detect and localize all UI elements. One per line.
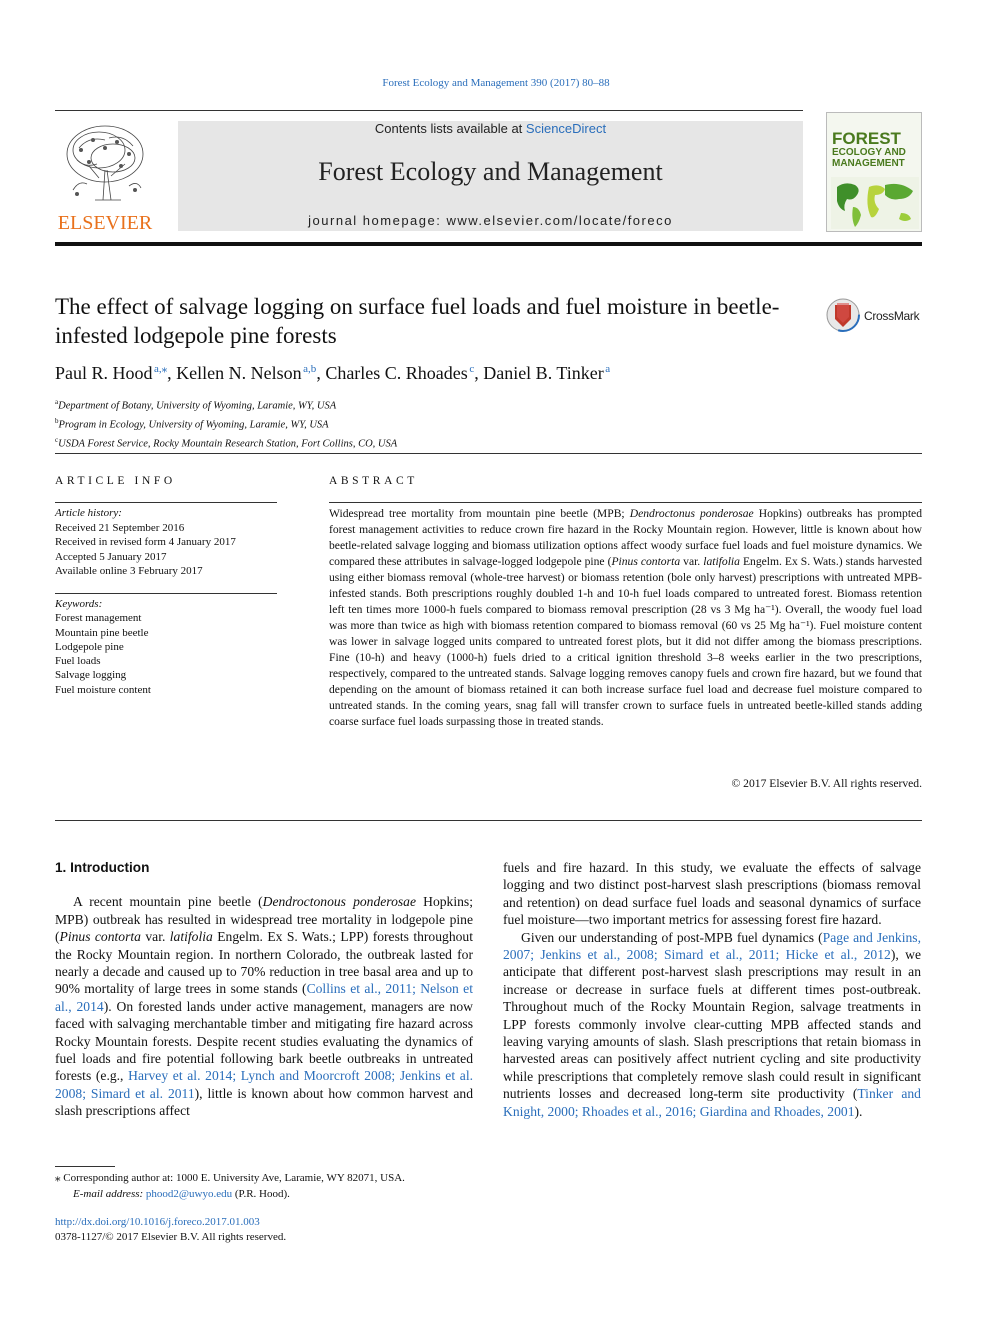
keyword-item: Lodgepole pine bbox=[55, 640, 124, 653]
affiliation-item: $^b$Program in Ecology, University of Wyoming, Laramie, WY, USA bbox=[55, 417, 329, 431]
author-name[interactable]: Daniel B. Tinker bbox=[483, 363, 604, 383]
section-heading: 1. Introduction bbox=[55, 860, 150, 875]
journal-cover[interactable] bbox=[826, 112, 922, 232]
body-column-right bbox=[503, 859, 921, 1120]
header-rule bbox=[55, 242, 922, 246]
email-line: E-mail address: phood2@uwyo.edu (P.R. Hood). bbox=[73, 1188, 290, 1200]
citation-link[interactable]: Tinker and Knight, 2000; Rhoades et al., 2016; Giardina and Rhoades, 2001 bbox=[503, 1086, 921, 1119]
journal-citation[interactable]: Forest Ecology and Management 390 (2017) 80–88 bbox=[382, 77, 610, 89]
abstract-copyright: © 2017 Elsevier B.V. All rights reserved. bbox=[731, 777, 922, 790]
elsevier-tree-icon bbox=[59, 120, 151, 212]
email-link[interactable]: phood2@uwyo.edu bbox=[145, 1188, 233, 1200]
author-name[interactable]: Paul R. Hood bbox=[55, 363, 153, 383]
email-label: E-mail address: bbox=[73, 1188, 146, 1200]
footnote bbox=[55, 1170, 485, 1202]
author-affiliation-marker[interactable]: c bbox=[469, 363, 475, 375]
keywords-rule bbox=[55, 593, 277, 594]
keyword-item: Fuel moisture content bbox=[55, 683, 151, 696]
author-affiliation-marker[interactable]: a,⁎ bbox=[154, 363, 168, 375]
affiliation-item: $^a$Department of Botany, University of Wyoming, Laramie, WY, USA bbox=[55, 398, 337, 412]
keyword-item: Mountain pine beetle bbox=[55, 626, 149, 639]
corresponding-author-note: ⁎ Corresponding author at: 1000 E. University Ave, Laramie, WY 82071, USA. bbox=[55, 1172, 405, 1184]
contents-prefix: Contents lists available at bbox=[374, 121, 526, 136]
article-info-heading: ARTICLE INFO bbox=[55, 475, 176, 487]
elsevier-wordmark: ELSEVIER bbox=[57, 212, 153, 234]
history-item: Received 21 September 2016 bbox=[55, 521, 185, 534]
footer-info bbox=[55, 1215, 286, 1245]
contents-line bbox=[178, 121, 803, 137]
author-name[interactable]: Charles C. Rhoades bbox=[325, 363, 468, 383]
body-column-left bbox=[55, 859, 473, 1120]
author-list: Paul R. Hood $^{a,⁎}$, Kellen N. Nelson $^{a,b}$, Charles C. Rhoades $^c$, Daniel B. Tinker $^a$ bbox=[55, 363, 611, 383]
author-affiliation-marker[interactable]: a,b bbox=[303, 363, 317, 375]
crossmark-badge[interactable] bbox=[826, 297, 926, 333]
sciencedirect-link[interactable]: ScienceDirect bbox=[525, 121, 607, 136]
journal-title: Forest Ecology and Management bbox=[318, 157, 663, 186]
crossmark-label: CrossMark bbox=[864, 309, 920, 323]
article-history bbox=[55, 506, 277, 579]
keyword-item: Forest management bbox=[55, 612, 142, 625]
keywords bbox=[55, 597, 277, 697]
abstract-heading: ABSTRACT bbox=[329, 475, 418, 487]
affiliation-item: $^c$USDA Forest Service, Rocky Mountain Research Station, Fort Collins, CO, USA bbox=[55, 436, 398, 450]
author-name[interactable]: Kellen N. Nelson bbox=[176, 363, 302, 383]
article-title: The effect of salvage logging on surface fuel loads and fuel moisture in beetle-infested lodgepole pine forests bbox=[55, 294, 780, 348]
body-paragraph: A recent mountain pine beetle (Dendroctonous ponderosae Hopkins; MPB) outbreak has resulted in widespread tree mortality in lodgepole pine (Pinus contorta var. latifolia Engelm. Ex S. Wats.; LPP) forests throughout the Rocky Mountain region. In northern Colorado, the outbreak lasted for nearly a decade and caused up to 70% reduction in tree basal area and up to 90% mortality of large trees in some stands (Collins et al., 2011; Nelson et al., 2014). On forested lands under active management, managers are now faced with salvaging merchantable timber and mitigating fire hazard across Rocky Mountain forests. Despite recent studies evaluating the dynamics of fuel loads and fire potential following bark beetle outbreaks in untreated forests (e.g., Harvey et al. 2014; Lynch and Moorcroft 2008; Jenkins et al. 2008; Simard et al. 2011), little is known about how common harvest and slash prescriptions affect bbox=[55, 894, 474, 1119]
body-paragraph: fuels and fire hazard. In this study, we evaluate the effects of salvage logging and two distinct post-harvest slash prescriptions (biomass removal and retention) on dead surface fuel loads and seasonal dynamics of surface fuel moisture—two important metrics for assessing forest fire hazard. bbox=[503, 860, 921, 928]
crossmark-icon bbox=[826, 297, 860, 333]
abstract-rule bbox=[329, 502, 922, 503]
body-rule bbox=[55, 820, 922, 821]
keyword-item: Fuel loads bbox=[55, 655, 101, 668]
journal-masthead bbox=[178, 121, 803, 231]
affiliations bbox=[55, 395, 755, 452]
article-info-rule bbox=[55, 502, 277, 503]
world-map-icon bbox=[831, 177, 919, 229]
history-label: Article history: bbox=[55, 507, 122, 519]
author-affiliation-marker[interactable]: a bbox=[605, 363, 611, 375]
citation-link[interactable]: Harvey et al. 2014; Lynch and Moorcroft 2008; Jenkins et al. 2008; Simard et al. 2011 bbox=[55, 1068, 473, 1101]
footnote-rule bbox=[55, 1166, 115, 1167]
keyword-item: Salvage logging bbox=[55, 669, 127, 682]
history-item: Received in revised form 4 January 2017 bbox=[55, 536, 236, 548]
journal-homepage[interactable]: journal homepage: www.elsevier.com/locate/foreco bbox=[308, 213, 673, 228]
cover-title: FOREST bbox=[832, 129, 901, 148]
citation-link[interactable]: Collins et al., 2011; Nelson et al., 2014 bbox=[55, 981, 473, 1014]
history-item: Available online 3 February 2017 bbox=[55, 565, 203, 577]
cover-subtitle: ECOLOGY AND MANAGEMENT bbox=[832, 147, 906, 169]
citation-link[interactable]: Page and Jenkins, 2007; Jenkins et al., 2008; Simard et al., 2011; Hicke et al., 2012 bbox=[503, 929, 921, 963]
abstract-text: Widespread tree mortality from mountain pine beetle (MPB; Dendroctonus ponderosae Hopkins) outbreaks has prompted forest management activities to reduce crown fire hazard in the Rocky Mountain region. However, little is known about how beetle-related salvage logging and biomass utilization options affect woody surface fuel loads and fuel moisture dynamics. We compared these attributes in salvage-logged lodgepole pine (Pinus contorta var. latifolia Engelm. Ex S. Wats.) stands harvested using either biomass removal (whole-tree harvest) or biomass retention (bole only harvest) prescriptions with untreated MPB-infested stands. Both prescriptions roughly doubled 1-h and 10-h fuel loads compared to untreated forest. Biomass retention left ten times more 1000-h fuels compared to biomass removal prescription (28 vs 3 Mg ha⁻¹). Overall, the woody fuel load was more than twice as high with biomass retention compared to biomass removal (60 vs 25 Mg ha⁻¹). Fuel moisture content was lower in salvage logged units compared to untreated forest plots, but it did not differ among the biomass prescriptions. Fine (10-h) and heavy (1000-h) fuels dried to a critical ignition threshold 3–8 weeks earlier in the two prescriptions, respectively, compared to the untreated stands. Salvage logging removes canopy fuels and crown fire hazard, but we found that depending on the amount of biomass retained it can both increase surface fuel load and decrease fuel moisture compared to untreated stands. In the coming years, snag fall will transfer crown to surface fuels in untreated beetle-killed stands adding coarse surface fuel loads surpassing those in treated stands. bbox=[329, 507, 922, 728]
history-item: Accepted 5 January 2017 bbox=[55, 550, 167, 563]
keywords-label: Keywords: bbox=[55, 598, 103, 610]
body-paragraph: Given our understanding of post-MPB fuel dynamics (Page and Jenkins, 2007; Jenkins et al., 2008; Simard et al., 2011; Hicke et al., 2012), we anticipate that different post-harvest slash prescriptions may result in an increase or decrease in surface fuels at different times post-outbreak. Throughout much of the Rocky Mountain Region, salvage treatments in LPP forests commonly involve clear-cutting MPB affected stands and leaving varying amounts of slash. Slash prescriptions that retain biomass in harvested areas can positively affect nutrient cycling and site productivity while prescriptions that completely remove slash could result in significant nutrients losses and decreased long-term site productivity (Tinker and Knight, 2000; Rhoades et al., 2016; Giardina and Rhoades, 2001). bbox=[503, 929, 921, 1119]
info-rule bbox=[55, 453, 922, 454]
issn-line: 0378-1127/© 2017 Elsevier B.V. All rights reserved. bbox=[55, 1231, 287, 1243]
doi-link[interactable]: http://dx.doi.org/10.1016/j.foreco.2017.01.003 bbox=[55, 1216, 260, 1228]
top-rule bbox=[55, 110, 803, 111]
elsevier-logo bbox=[55, 120, 155, 232]
